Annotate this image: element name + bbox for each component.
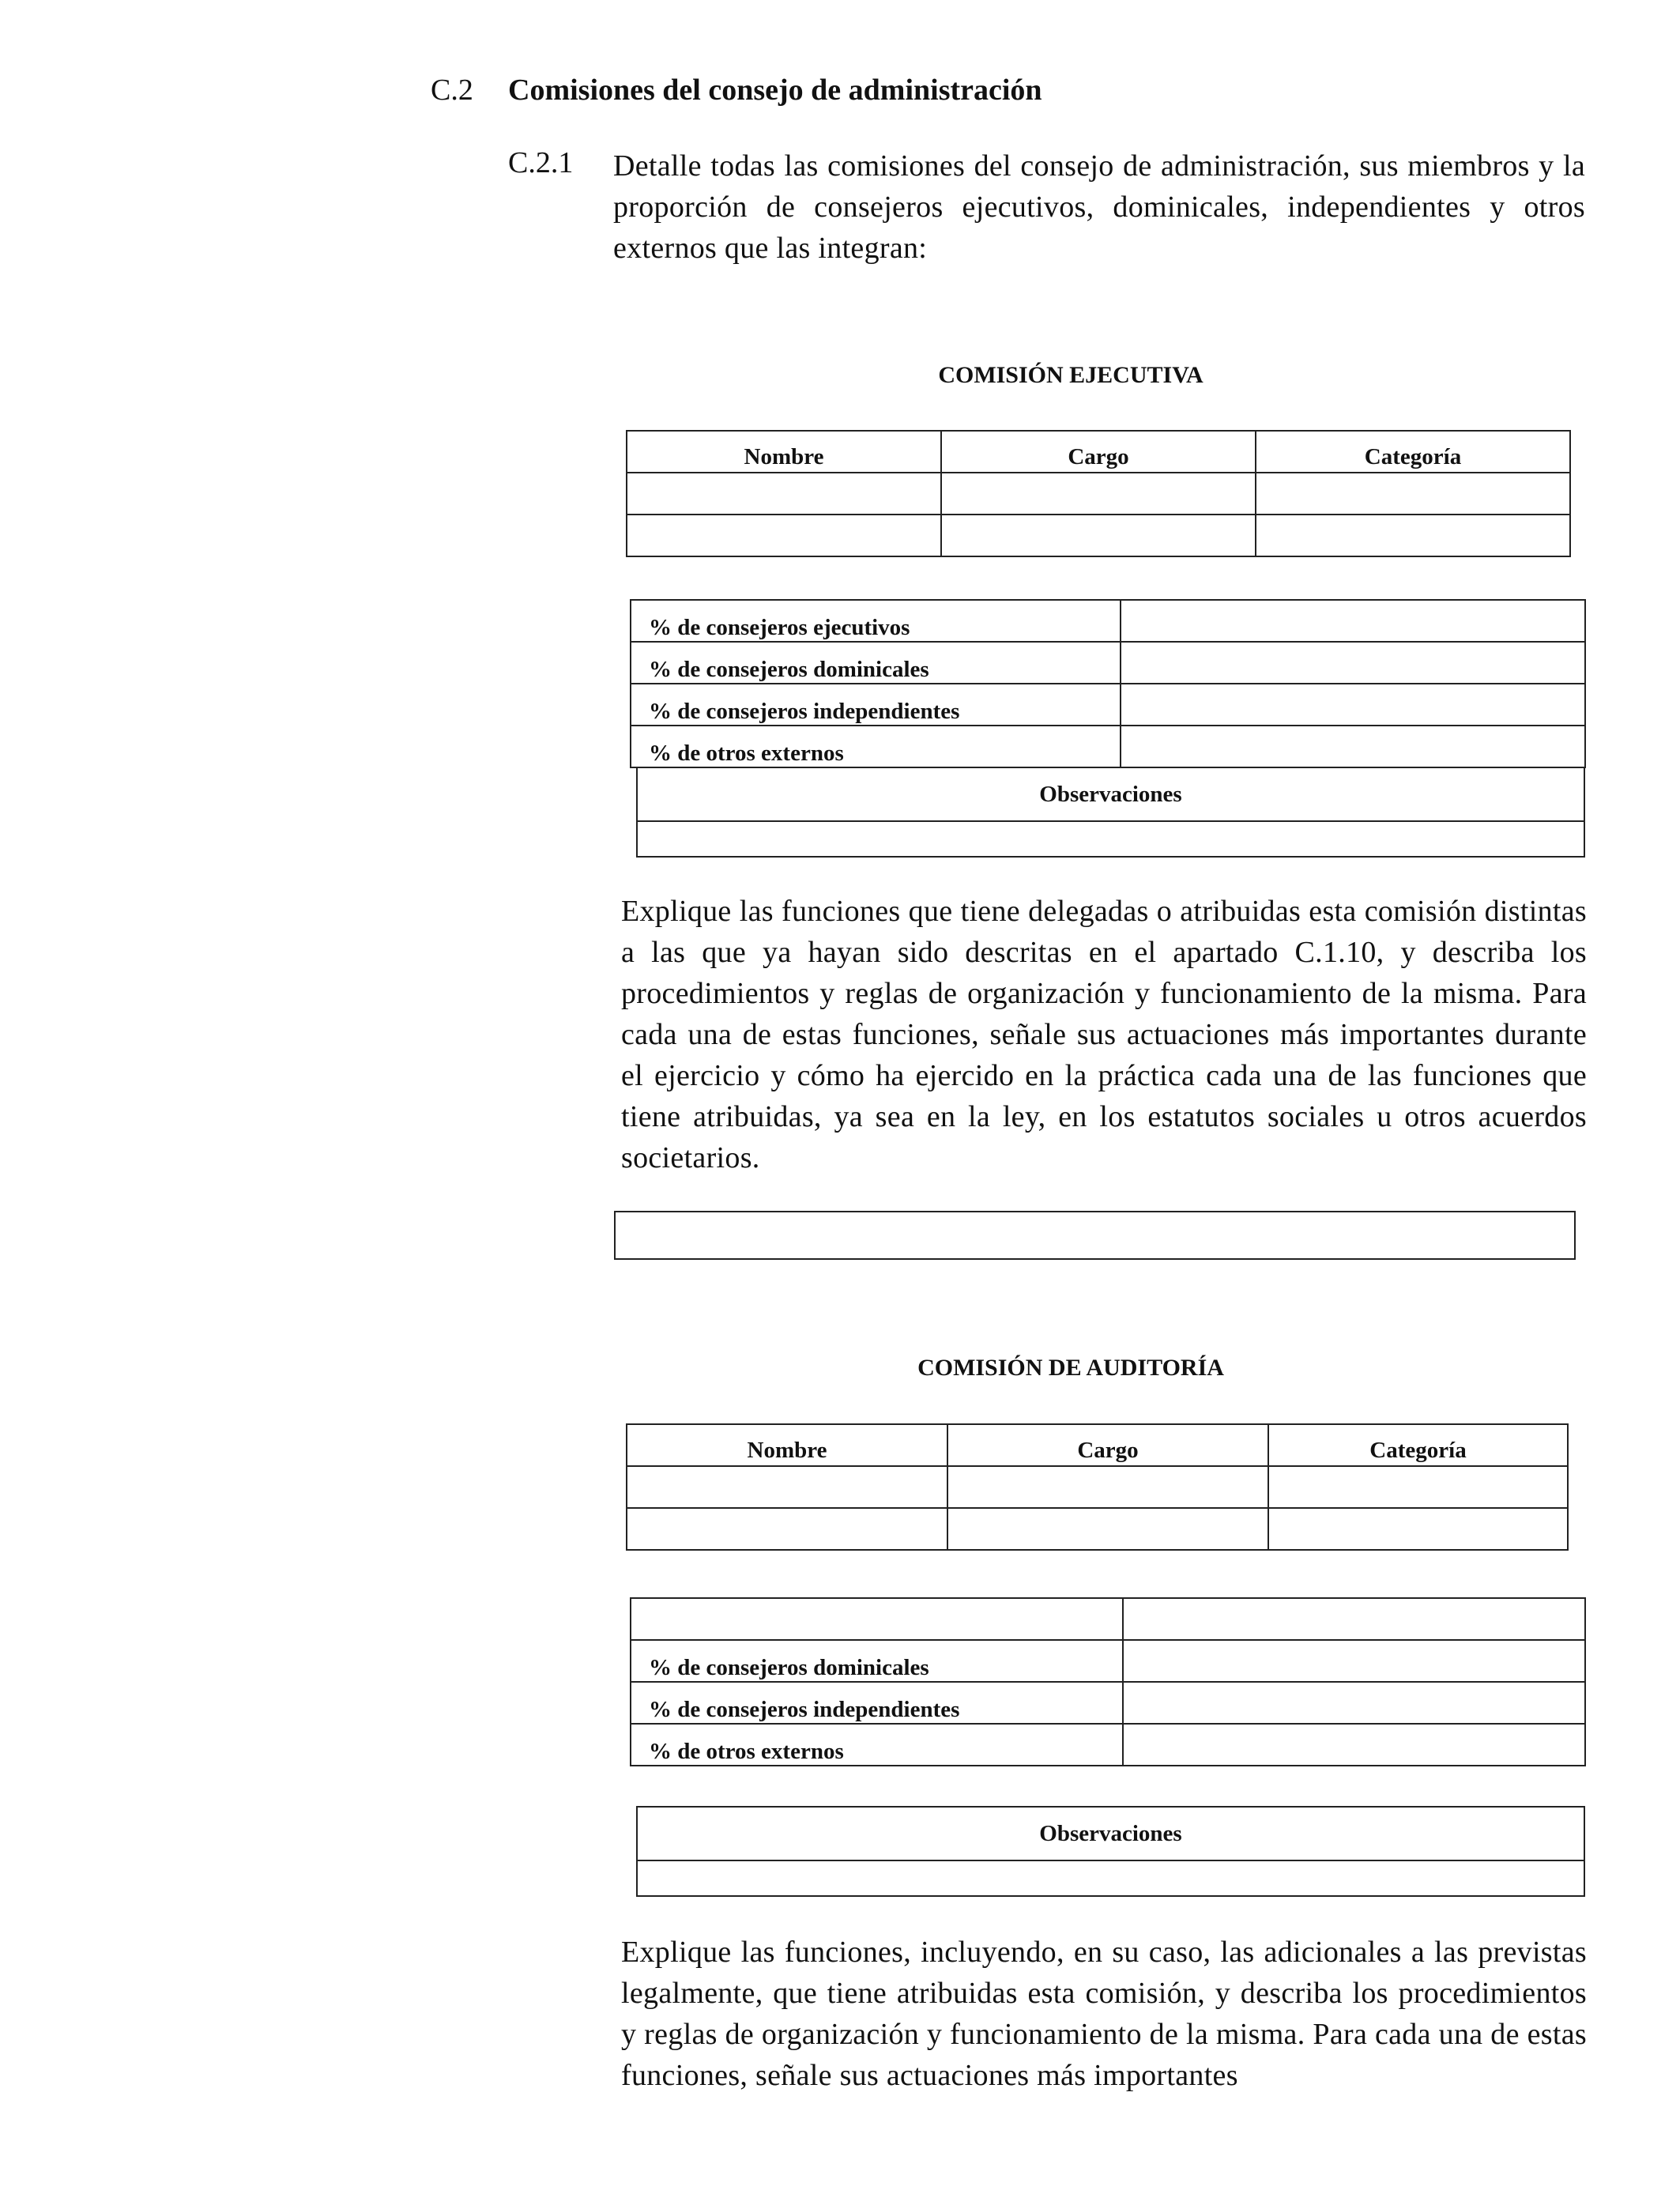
table-row xyxy=(627,515,1570,556)
pct-label: % de consejeros dominicales xyxy=(631,642,1121,684)
table-row xyxy=(627,1466,1568,1508)
pct-label: % de consejeros independientes xyxy=(631,684,1121,726)
table-header-row xyxy=(627,431,1570,473)
pct-value-cell[interactable] xyxy=(1121,684,1585,726)
comision-auditoria-heading: COMISIÓN DE AUDITORÍA xyxy=(917,1355,1224,1381)
table-row xyxy=(637,1860,1584,1896)
table-cell[interactable] xyxy=(1268,1466,1568,1508)
ejecutiva-explique-text: Explique las funciones que tiene delegadas o atribuidas esta comisión distintas a las que ya hayan sido descritas en el apartado C.1.10, y describa los procedimientos y reglas de organización y funcionamiento de la misma. Para cada una de estas funciones, señale sus actuaciones más importantes durante el ejercicio y cómo ha ejercido en la práctica cada una de las funciones que tiene atribuidas, ya sea en la ley, en los estatutos sociales u otros acuerdos societarios. xyxy=(621,895,1587,1174)
table-cell[interactable] xyxy=(941,473,1256,515)
table-row xyxy=(631,1724,1585,1766)
pct-value-cell[interactable] xyxy=(1121,600,1585,642)
ejecutiva-observaciones-table xyxy=(636,767,1585,858)
table-cell[interactable] xyxy=(627,515,941,556)
pct-value-cell[interactable] xyxy=(1123,1724,1585,1766)
auditoria-explique-text: Explique las funciones, incluyendo, en su caso, las adicionales a las previstas legalmente, que tiene atribuidas esta comisión, y describa los procedimientos y reglas de organización y funcionamiento de la misma. Para cada una de estas funciones, señale sus actuaciones más importantes xyxy=(621,1936,1587,2092)
table-row xyxy=(637,767,1584,821)
table-row xyxy=(637,1807,1584,1860)
comision-ejecutiva-heading: COMISIÓN EJECUTIVA xyxy=(938,362,1203,388)
ejecutiva-explique-answer-box[interactable] xyxy=(614,1211,1576,1260)
ejecutiva-percent-table xyxy=(630,599,1586,768)
subsection-text: Detalle todas las comisiones del consejo de administración, sus miembros y la proporción de consejeros ejecutivos, dominicales, independientes y otros externos que las integran: xyxy=(613,149,1585,265)
table-cell[interactable] xyxy=(627,1508,947,1550)
section-title: Comisiones del consejo de administración xyxy=(508,74,1042,107)
pct-label: % de otros externos xyxy=(631,726,1121,767)
table-cell[interactable] xyxy=(947,1466,1268,1508)
pct-value-cell[interactable] xyxy=(1121,726,1585,767)
table-row xyxy=(631,600,1585,642)
table-cell[interactable] xyxy=(941,515,1256,556)
auditoria-members-table xyxy=(626,1423,1569,1551)
table-row xyxy=(631,1682,1585,1724)
pct-label xyxy=(631,1598,1123,1640)
observaciones-header: Observaciones xyxy=(637,767,1584,821)
table-row xyxy=(631,1598,1585,1640)
pct-label: % de consejeros independientes xyxy=(631,1682,1123,1724)
pct-value-cell[interactable] xyxy=(1123,1682,1585,1724)
auditoria-observaciones-table xyxy=(636,1806,1585,1897)
table-row xyxy=(637,821,1584,857)
ejecutiva-members-table xyxy=(626,430,1571,557)
subsection-number: C.2.1 xyxy=(508,146,574,179)
table-row xyxy=(631,726,1585,767)
table-row xyxy=(631,684,1585,726)
column-header-cargo: Cargo xyxy=(947,1424,1268,1466)
column-header-nombre: Nombre xyxy=(627,431,941,473)
observaciones-header: Observaciones xyxy=(637,1807,1584,1860)
table-header-row xyxy=(627,1424,1568,1466)
table-cell[interactable] xyxy=(1256,515,1570,556)
table-cell[interactable] xyxy=(1256,473,1570,515)
table-row xyxy=(631,1640,1585,1682)
pct-value-cell[interactable] xyxy=(1123,1598,1585,1640)
pct-label: % de consejeros dominicales xyxy=(631,1640,1123,1682)
table-cell[interactable] xyxy=(947,1508,1268,1550)
column-header-categoria: Categoría xyxy=(1256,431,1570,473)
table-row xyxy=(631,642,1585,684)
observaciones-cell[interactable] xyxy=(637,821,1584,857)
table-cell[interactable] xyxy=(627,1466,947,1508)
observaciones-cell[interactable] xyxy=(637,1860,1584,1896)
column-header-cargo: Cargo xyxy=(941,431,1256,473)
column-header-nombre: Nombre xyxy=(627,1424,947,1466)
auditoria-percent-table xyxy=(630,1597,1586,1766)
table-row xyxy=(627,1508,1568,1550)
table-cell[interactable] xyxy=(1268,1508,1568,1550)
pct-value-cell[interactable] xyxy=(1121,642,1585,684)
table-cell[interactable] xyxy=(627,473,941,515)
pct-value-cell[interactable] xyxy=(1123,1640,1585,1682)
column-header-categoria: Categoría xyxy=(1268,1424,1568,1466)
table-row xyxy=(627,473,1570,515)
pct-label: % de consejeros ejecutivos xyxy=(631,600,1121,642)
section-number: C.2 xyxy=(431,74,473,107)
pct-label: % de otros externos xyxy=(631,1724,1123,1766)
